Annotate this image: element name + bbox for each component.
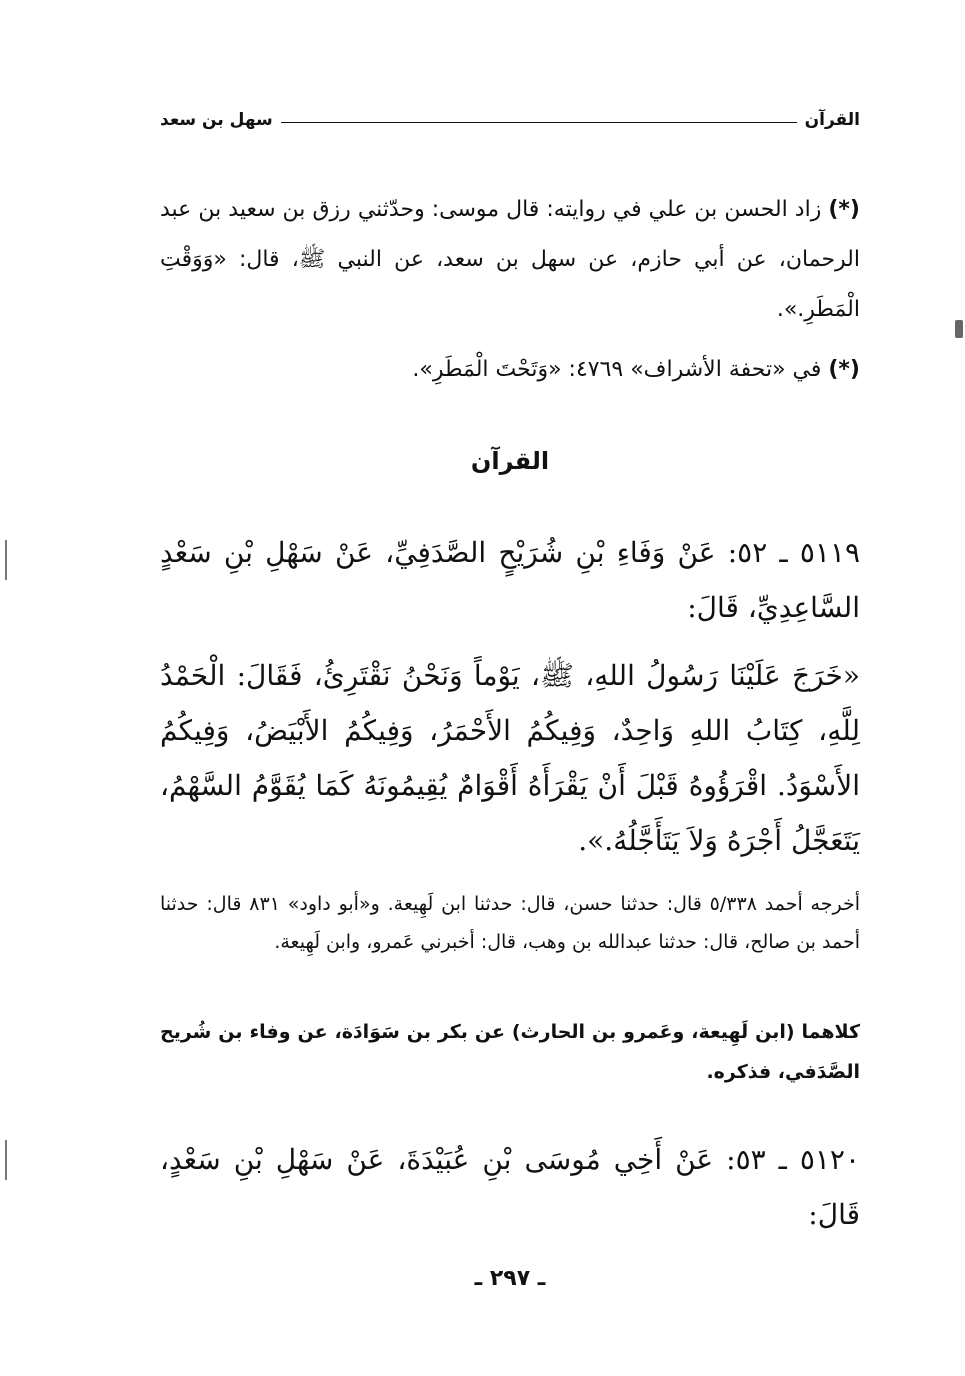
footnote-marker: (*) — [828, 357, 860, 382]
footnote-variant-2 — [160, 350, 860, 390]
scan-edge-mark — [5, 1140, 7, 1180]
footnote-marker: (*) — [828, 197, 860, 222]
page-number: ـ ٢٩٧ ـ — [474, 1266, 546, 1291]
scan-blot — [955, 320, 963, 338]
scan-edge-mark — [5, 540, 7, 580]
header-rule — [281, 122, 797, 123]
hadith-5120-isnad: ٥١٢٠ ـ ٥٣: عَنْ أَخِي مُوسَى بْنِ عُبَيْدَةَ، عَنْ سَهْلِ بْنِ سَعْدٍ، قَالَ: — [160, 1143, 860, 1231]
takhrij-paragraph: أخرجه أحمد ٥/٣٣٨ قال: حدثنا حسن، قال: حدثنا ابن لَهِيعة. و«أبو داود» ٨٣١ قال: حدثنا أحمد بن صالح، قال: حدثنا عبدالله بن وهب، قال: أخبرني عَمرو، وابن لَهِيعة. — [160, 893, 860, 953]
running-header — [160, 104, 860, 136]
footnote-text: زاد الحسن بن علي في روايته: قال موسى: وحدّثني رزق بن سعيد بن عبد الرحمان، عن أبي حازم، عن سهل بن سعد، عن النبي ﷺ، قال: «وَوَقْتِ الْمَطَرِ.». — [160, 197, 860, 322]
takhrij-summary: كلاهما (ابن لَهِيعة، وعَمرو بن الحارث) عن بكر بن سَوَادَة، عن وفاء بن شُريح الصَّدَفي، فذكره. — [160, 1021, 860, 1083]
footnote-variant-1 — [160, 185, 860, 335]
hadith-5119-matn: «خَرَجَ عَلَيْنَا رَسُولُ اللهِ، ﷺ، يَوْماً وَنَحْنُ نَقْتَرِئُ، فَقَالَ: الْحَمْدُ لِلَّهِ، كِتَابُ اللهِ وَاحِدٌ، وَفِيكُمُ الأَحْمَرُ، وَفِيكُمُ الأَبْيَضُ، وَفِيكُمُ الأَسْوَدُ. اقْرَؤُوهُ قَبْلَ أَنْ يَقْرَأَهُ أَقْوَامٌ يُقِيمُونَهُ كَمَا يُقَوَّمُ السَّهْمُ، يَتَعَجَّلُ أَجْرَهُ وَلاَ يَتَأَجَّلُهُ.». — [160, 659, 860, 857]
header-chapter-title: القرآن — [804, 110, 860, 130]
footnote-text: في «تحفة الأشراف» ٤٧٦٩: «وَتَحْتَ الْمَطَرِ». — [412, 357, 822, 382]
header-companion-name: سهل بن سعد — [160, 110, 273, 130]
section-heading: القرآن — [470, 447, 550, 475]
hadith-5119-isnad: ٥١١٩ ـ ٥٢: عَنْ وَفَاءِ بْنِ شُرَيْحٍ الصَّدَفِيِّ، عَنْ سَهْلِ بْنِ سَعْدٍ السَّاعِدِيِّ، قَالَ: — [160, 536, 860, 624]
